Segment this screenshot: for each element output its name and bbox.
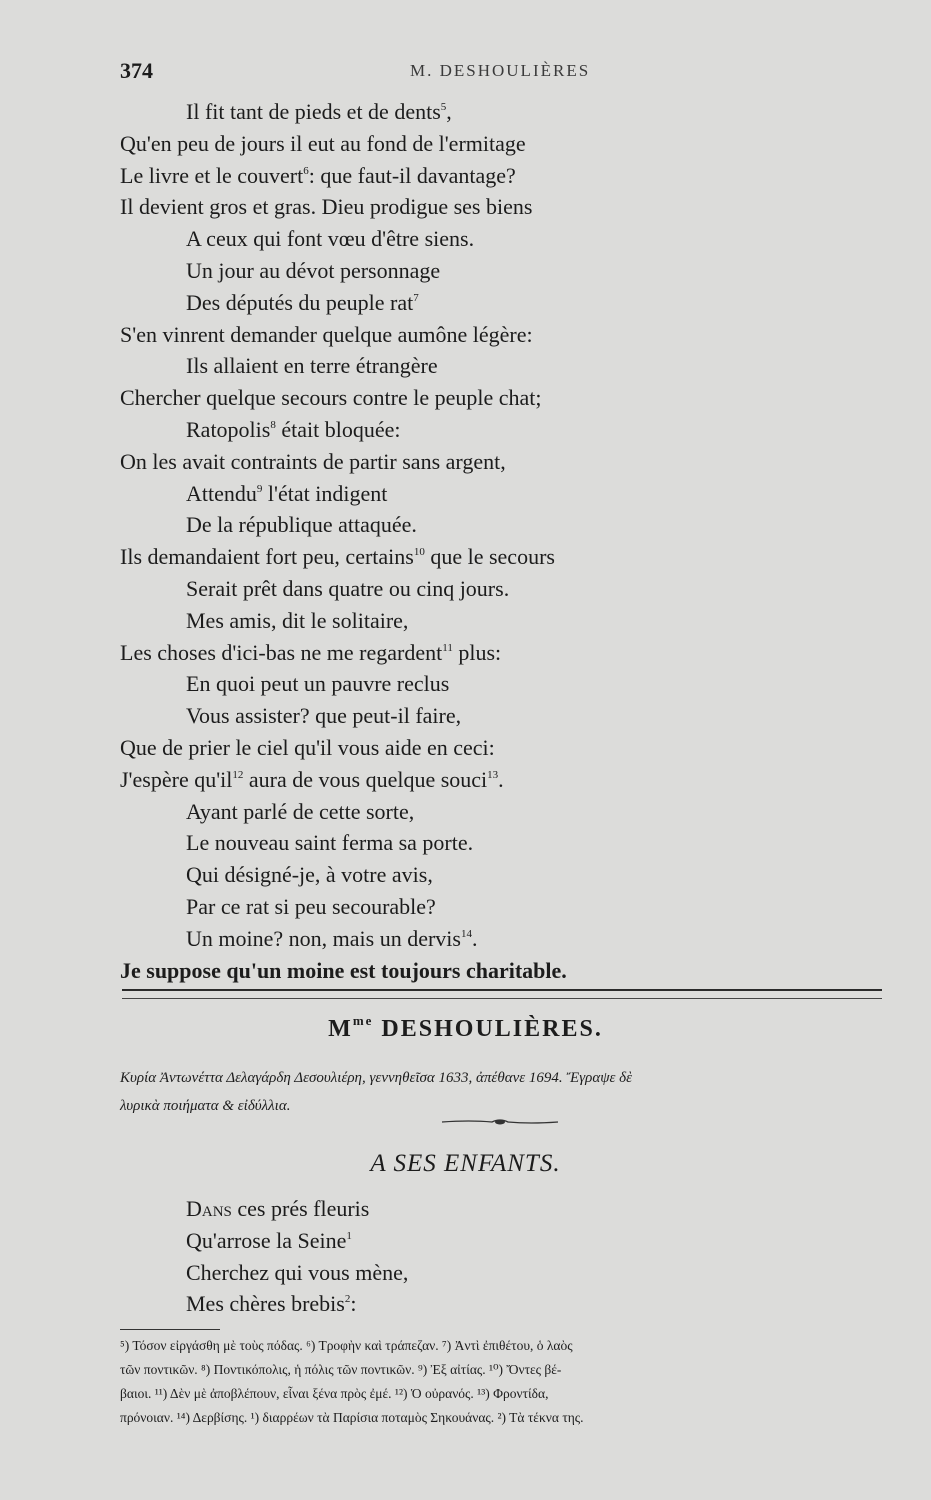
verse-line (120, 700, 890, 732)
running-head: M. DESHOULIÈRES (410, 61, 591, 80)
verse-text: . (471, 925, 478, 951)
verse-line (120, 605, 890, 637)
section-divider (122, 989, 882, 999)
author-prefix: M (328, 1016, 353, 1042)
verse-line (120, 573, 890, 605)
verse-line (120, 446, 890, 478)
verse-text: Cherchez qui vous mène, (186, 1259, 409, 1285)
footnote-marker: 5 (440, 101, 447, 113)
verse-text: Que de prier le ciel qu'il vous aide en ceci: (120, 734, 495, 760)
verse-text: Les choses d'ici-bas ne me regardent (120, 639, 443, 665)
verse-line (186, 1225, 786, 1257)
verse-line (120, 827, 890, 859)
verse-line (120, 350, 890, 382)
footnote-line: τῶν ποντικῶν. ⁸) Ποντικόπολις, ἡ πόλις τῶν ποντικῶν. ⁹) Ἐξ αἰτίας. ¹⁰) Ὄντες βέ- (120, 1362, 562, 1377)
footnote-rule (120, 1329, 220, 1330)
verse-text: Je suppose qu'un moine est toujours charitable. (120, 957, 567, 983)
verse-text: En quoi peut un pauvre reclus (186, 671, 450, 697)
bio-line-2: λυρικὰ ποιήματα & εἰδύλλια. (120, 1098, 291, 1114)
verse-line (186, 1288, 786, 1320)
author-heading (0, 1013, 931, 1043)
footnote-marker: 11 (442, 641, 453, 654)
fable-poem (120, 96, 890, 986)
verse-text: . (498, 766, 504, 792)
verse-line (120, 414, 890, 446)
verse-text: plus: (452, 639, 502, 665)
verse-line (120, 764, 890, 796)
verse-line (186, 1257, 786, 1289)
verse-line (120, 509, 890, 541)
verse-line (186, 1193, 786, 1225)
verse-text: Ils demandaient fort peu, certains (120, 544, 414, 570)
footnote-marker: 13 (487, 768, 499, 781)
footnote-marker: 12 (232, 768, 244, 781)
verse-line (120, 478, 890, 510)
verse-text: A ceux qui font vœu d'être siens. (186, 226, 475, 252)
verse-text: Par ce rat si peu secourable? (186, 893, 436, 919)
verse-text: Le livre et le couvert (120, 162, 304, 188)
footnote-marker: 1 (346, 1229, 352, 1242)
verse-text: Ils allaient en terre étrangère (186, 353, 438, 379)
verse-line (120, 637, 890, 669)
author-bio (120, 1064, 890, 1120)
verse-line (120, 223, 890, 255)
verse-text: Qu'arrose la Seine (186, 1227, 347, 1253)
second-poem (186, 1193, 786, 1320)
verse-text: , (446, 99, 452, 124)
verse-text: Vous assister? que peut-il faire, (186, 703, 462, 729)
verse-text: Mes amis, dit le solitaire, (186, 607, 409, 633)
verse-line (120, 255, 890, 287)
footnote-line: πρόνοιαν. ¹⁴) Δερβίσης. ¹) διαρρέων τὰ Παρίσια ποταμὸς Σηκουάνας. ²) Τὰ τέκνα της. (120, 1410, 584, 1425)
verse-text: Serait prêt dans quatre ou cinq jours. (186, 575, 510, 601)
verse-text: Qu'en peu de jours il eut au fond de l'ermitage (120, 130, 526, 156)
verse-text: était bloquée: (275, 416, 401, 442)
verse-text: ces prés fleuris (231, 1196, 370, 1221)
verse-text: Un jour au dévot personnage (186, 257, 441, 283)
footnote-marker: 2 (344, 1293, 351, 1306)
verse-text: Mes chères brebis (186, 1291, 345, 1317)
initial-word: Dans (186, 1196, 232, 1221)
verse-text: Un moine? non, mais un dervis (186, 925, 461, 951)
footnote-marker: 7 (413, 291, 419, 304)
verse-line (120, 859, 890, 891)
verse-text: De la république attaquée. (186, 512, 417, 538)
footnote-line: ⁵) Τόσον εἰργάσθη μὲ τοὺς πόδας. ⁶) Τροφὴν καὶ τράπεζαν. ⁷) Ἀντὶ ἐπιθέτου, ὁ λαὸς (120, 1338, 573, 1353)
page-header (120, 58, 890, 88)
verse-text: Il fit tant de pieds et de dents (186, 99, 441, 124)
author-prefix-sup: me (352, 1013, 374, 1028)
verse-line (120, 160, 890, 192)
footnote-marker: 9 (256, 482, 263, 495)
footnote-marker: 14 (460, 927, 472, 940)
verse-text: S'en vinrent demander quelque aumône légère: (120, 321, 533, 347)
ornament-divider (440, 1117, 560, 1127)
verse-line (120, 796, 890, 828)
author-name: DESHOULIÈRES. (373, 1016, 603, 1042)
verse-line (120, 382, 890, 414)
footnotes (120, 1334, 890, 1430)
verse-text: On les avait contraints de partir sans argent, (120, 448, 506, 474)
verse-line (120, 923, 890, 955)
verse-text: Le nouveau saint ferma sa porte. (186, 830, 474, 856)
verse-text: Ayant parlé de cette sorte, (186, 798, 415, 824)
verse-text: : que faut-il davantage? (308, 162, 516, 188)
verse-text: J'espère qu'il (120, 766, 233, 792)
verse-text: Qui désigné-je, à votre avis, (186, 862, 433, 888)
bio-line-1: Κυρία Ἀντωνέττα Δελαγάρδη Δεσουλιέρη, γεννηθεῖσα 1633, ἀπέθανε 1694. Ἔγραψε δὲ (120, 1070, 633, 1086)
verse-text: aura de vous quelque souci (243, 766, 488, 792)
poem-title: A SES ENFANTS. (370, 1150, 561, 1177)
verse-line (120, 891, 890, 923)
verse-text: que le secours (424, 544, 555, 570)
verse-text: Des députés du peuple rat (186, 289, 414, 315)
footnote-line: βαιοι. ¹¹) Δὲν μὲ ἀποβλέπουν, εἶναι ξένα πρὸς ἐμέ. ¹²) Ὁ οὐρανός. ¹³) Φροντίδα, (120, 1386, 549, 1401)
verse-text: Chercher quelque secours contre le peuple chat; (120, 385, 542, 411)
verse-text: l'état indigent (262, 480, 388, 506)
verse-text: : (350, 1291, 357, 1317)
verse-text: Attendu (186, 480, 257, 506)
footnote-marker: 6 (303, 164, 309, 177)
verse-line (120, 732, 890, 764)
verse-line (120, 668, 890, 700)
verse-line (120, 128, 890, 160)
verse-line (120, 287, 890, 319)
verse-line (120, 191, 890, 223)
verse-text: Ratopolis (186, 416, 271, 442)
page-number: 374 (120, 58, 153, 83)
verse-line (120, 96, 890, 128)
verse-line (120, 955, 890, 987)
footnote-marker: 10 (413, 546, 425, 559)
verse-text: Il devient gros et gras. Dieu prodigue ses biens (120, 194, 533, 220)
verse-line (120, 541, 890, 573)
verse-line (120, 319, 890, 351)
footnote-marker: 8 (270, 418, 276, 431)
